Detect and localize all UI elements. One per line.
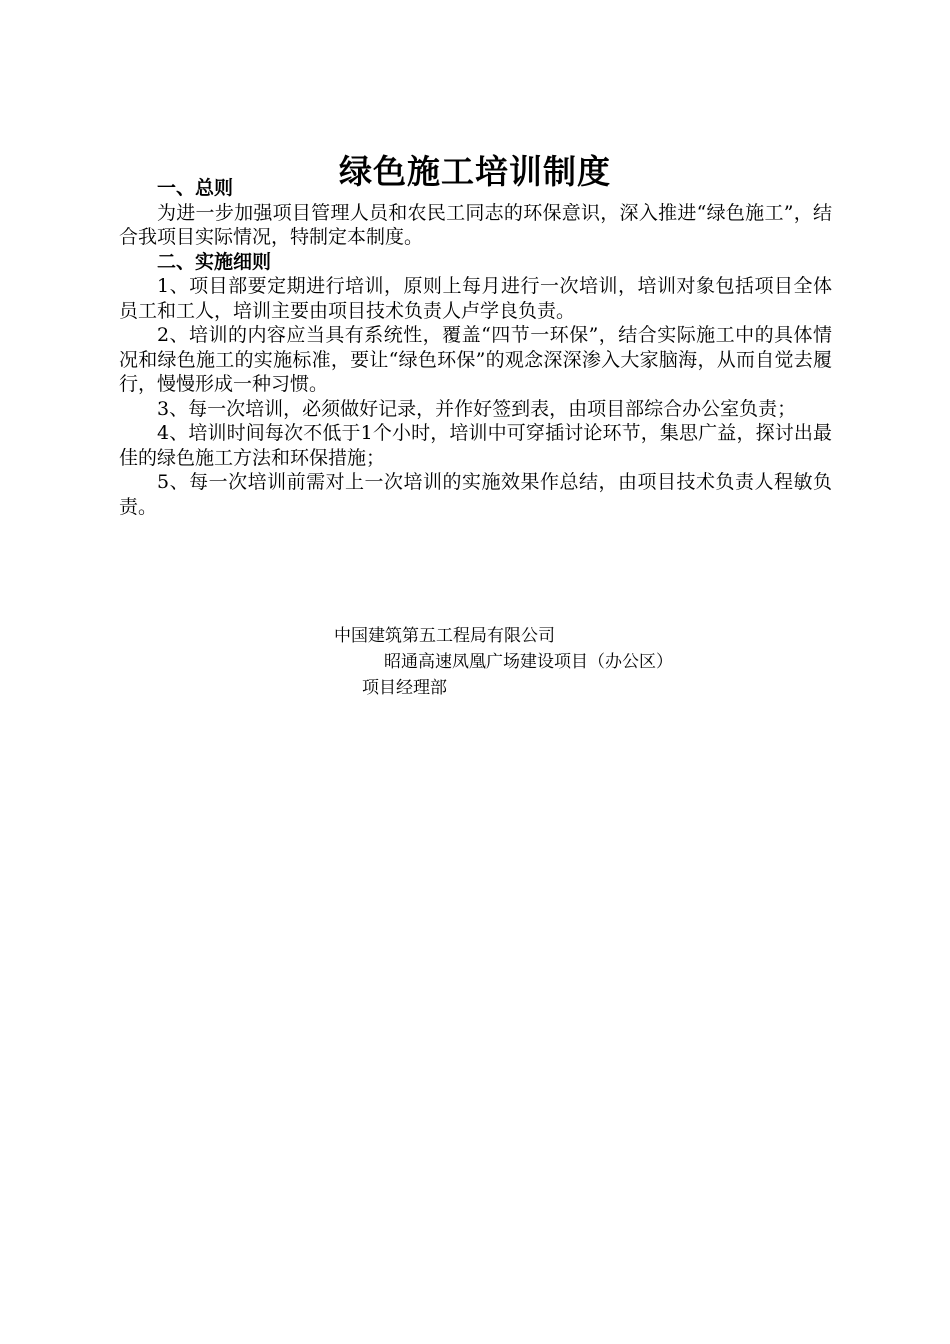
implementation-item-4: 4、培训时间每次不低于1个小时，培训中可穿插讨论环节，集思广益，探讨出最佳的绿色施工方法和环保措施； — [119, 422, 832, 469]
signature-company: 中国建筑第五工程局有限公司 — [334, 626, 555, 646]
signature-project: 昭通高速凤凰广场建设项目（办公区） — [384, 652, 673, 672]
general-paragraph: 为进一步加强项目管理人员和农民工同志的环保意识，深入推进“绿色施工”，结合我项目实际情况，特制定本制度。 — [119, 201, 832, 248]
implementation-item-3: 3、每一次培训，必须做好记录，并作好签到表，由项目部综合办公室负责； — [157, 397, 797, 420]
implementation-item-2: 2、培训的内容应当具有系统性，覆盖“四节一环保”，结合实际施工中的具体情况和绿色施工的实施标准，要让“绿色环保”的观念深深渗入大家脑海，从而自觉去履行，慢慢形成一种习惯。 — [119, 324, 832, 395]
section-heading-implementation: 二、实施细则 — [157, 250, 272, 273]
document-title: 绿色施工培训制度 — [339, 152, 611, 192]
implementation-item-5: 5、每一次培训前需对上一次培训的实施效果作总结，由项目技术负责人程敏负责。 — [119, 471, 832, 518]
section-heading-general: 一、总则 — [157, 177, 234, 199]
document-body — [119, 176, 832, 519]
signature-department: 项目经理部 — [362, 678, 447, 698]
implementation-item-1: 1、项目部要定期进行培训，原则上每月进行一次培训，培训对象包括项目全体员工和工人，培训主要由项目技术负责人卢学良负责。 — [119, 275, 832, 322]
